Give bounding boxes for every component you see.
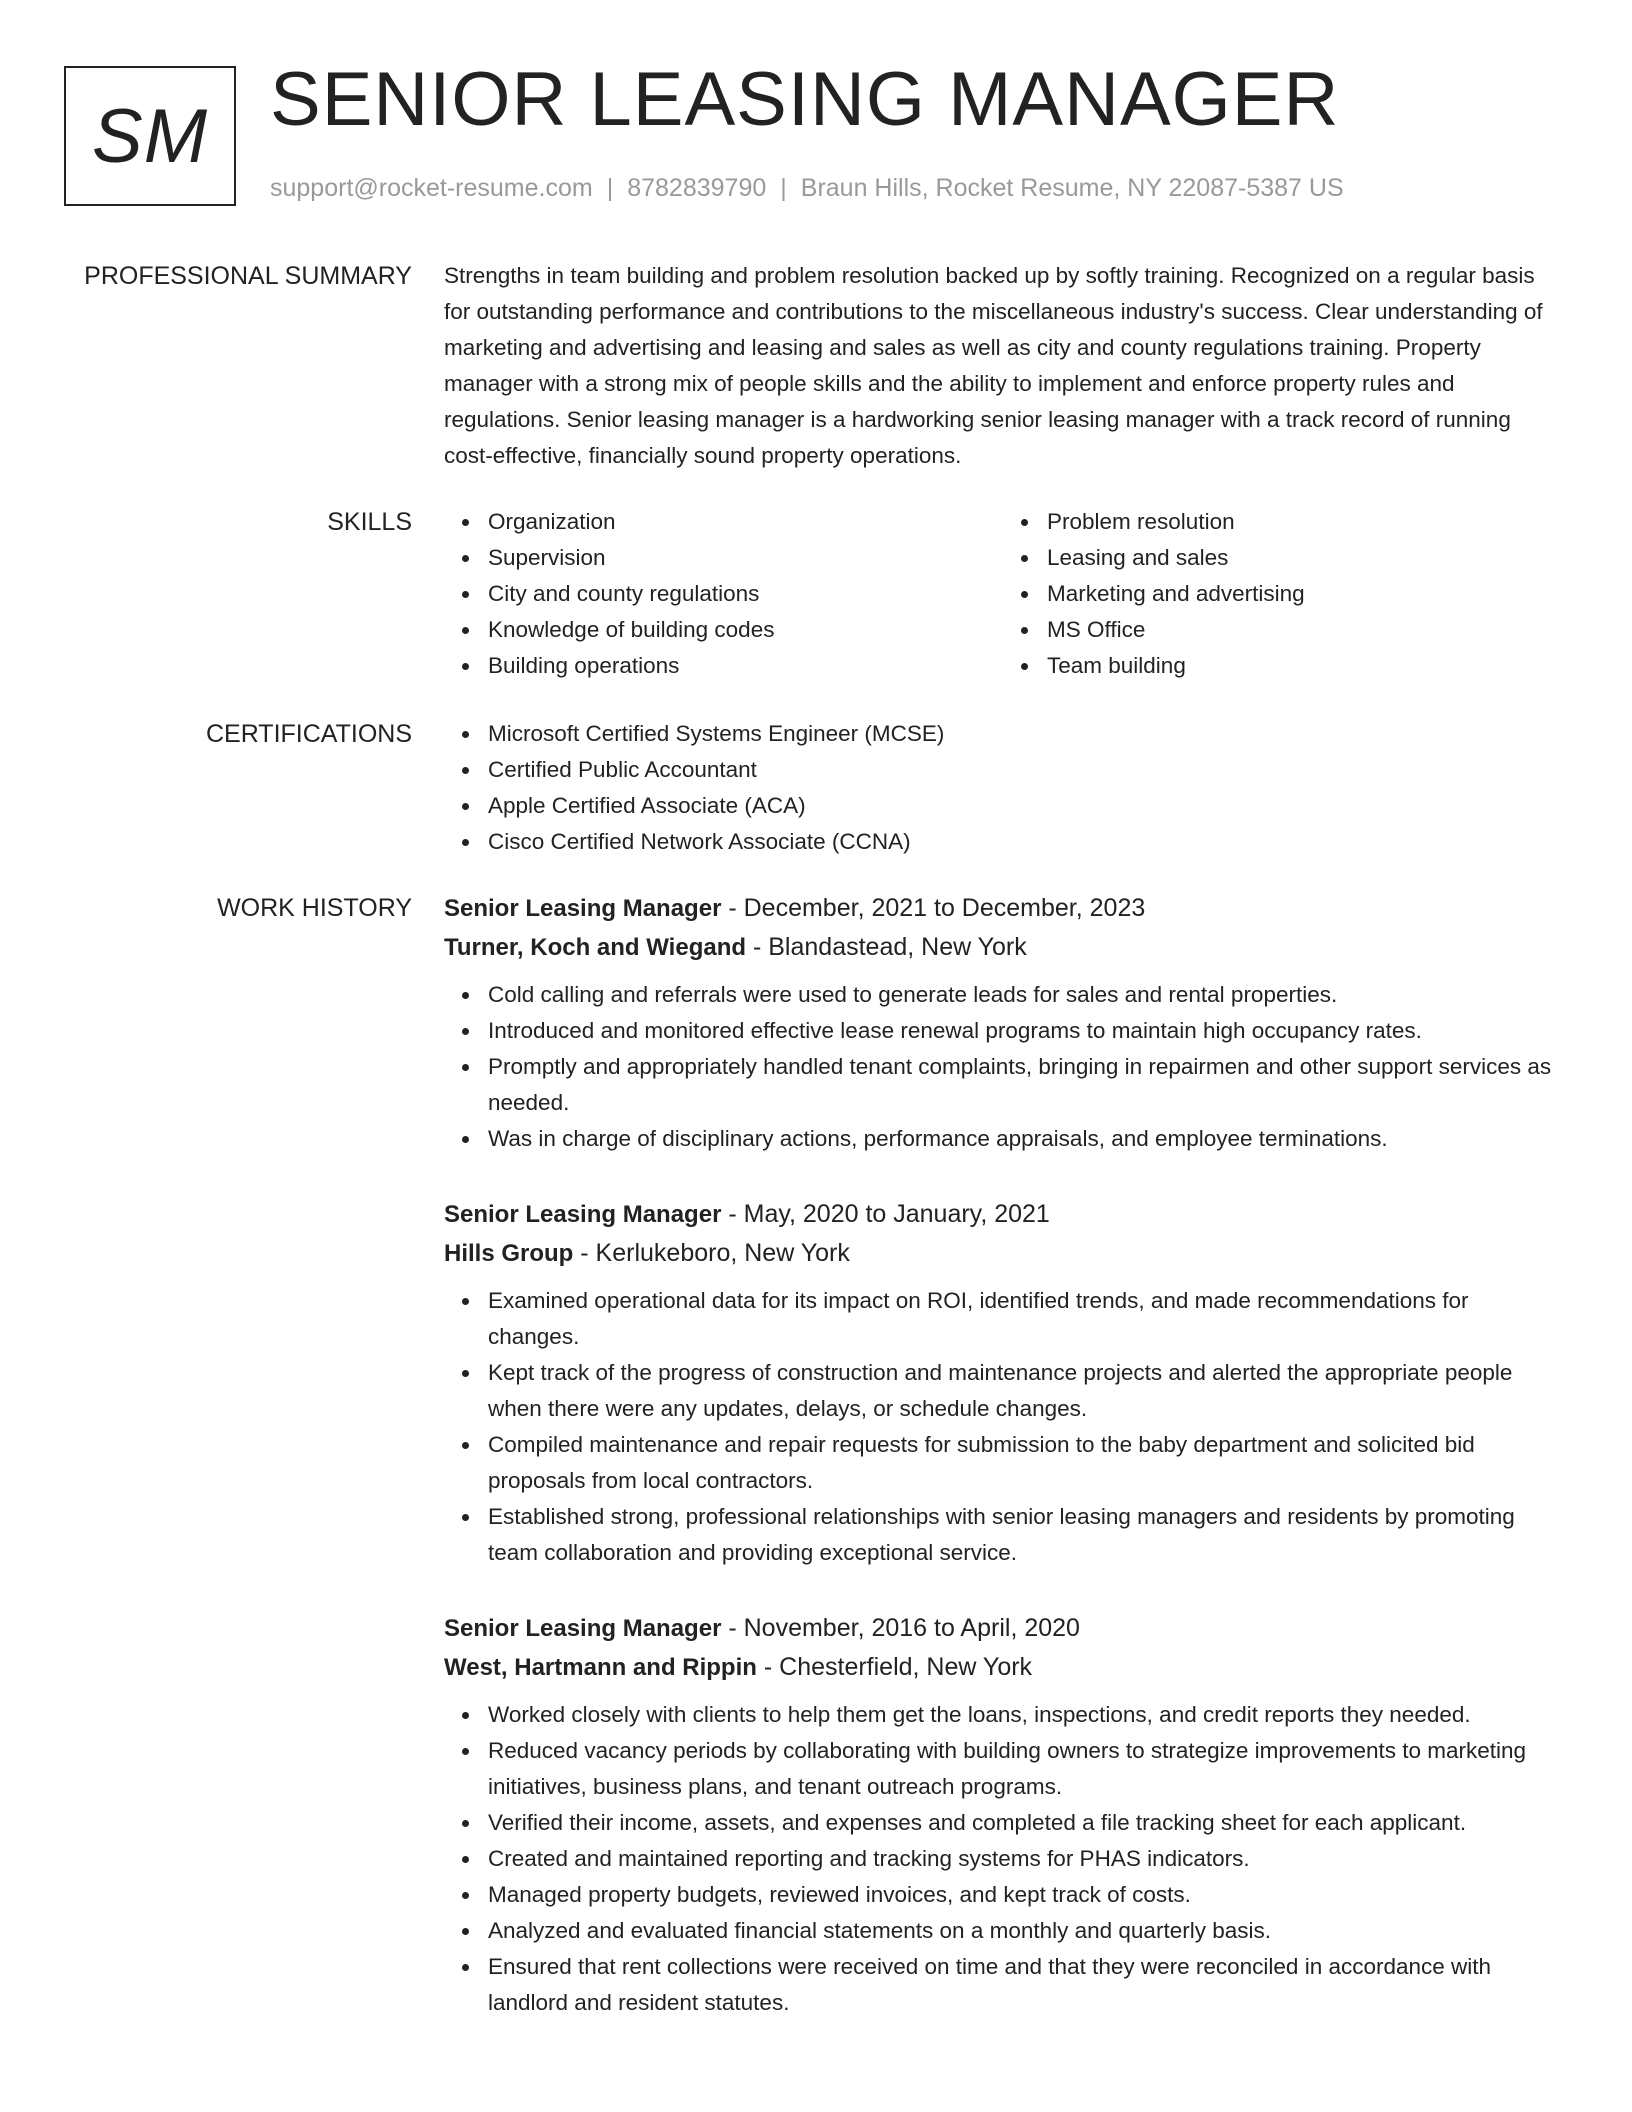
skill-item: Leasing and sales [1047, 540, 1562, 576]
job-role: Senior Leasing Manager [444, 1201, 722, 1228]
summary-text: Strengths in team building and problem resolution backed up by softly training. Recognized on a regular basis for outstanding performance and contributions to the miscellaneous industry's success. Clear understanding of marketing and advertising and leasing and sales as well as city and county regulations training. Property manager with a strong mix of people skills and the ability to implement and enforce property rules and regulations. Senior leasing manager is a hardworking senior leasing manager with a track record of running cost-effective, financially sound property operations. [444, 263, 1543, 468]
skill-item: Organization [488, 504, 1003, 540]
job-bullet: Promptly and appropriately handled tenant complaints, bringing in repairmen and other support services as needed. [488, 1049, 1562, 1121]
job-company: Hills Group [444, 1240, 574, 1267]
job-bullet: Managed property budgets, reviewed invoices, and kept track of costs. [488, 1877, 1562, 1913]
certification-item: Cisco Certified Network Associate (CCNA) [488, 824, 1562, 860]
skills-columns [444, 504, 1562, 684]
job-bullet: Verified their income, assets, and expenses and completed a file tracking sheet for each applicant. [488, 1805, 1562, 1841]
summary-title: PROFESSIONAL SUMMARY [84, 262, 412, 290]
job-bullets [444, 977, 1562, 1157]
job-bullet: Reduced vacancy periods by collaborating with building owners to strategize improvements to marketing initiatives, business plans, and tenant outreach programs. [488, 1733, 1562, 1805]
contact-address: Braun Hills, Rocket Resume, NY 22087-5387 US [800, 174, 1344, 202]
job-bullet: Introduced and monitored effective lease renewal programs to maintain high occupancy rates. [488, 1013, 1562, 1049]
skill-item: MS Office [1047, 612, 1562, 648]
job-bullet: Worked closely with clients to help them get the loans, inspections, and credit reports they needed. [488, 1697, 1562, 1733]
contact-separator: | [606, 174, 614, 202]
contact-email[interactable]: support@rocket-resume.com [270, 174, 593, 202]
job-dates: - December, 2021 to December, 2023 [721, 894, 1146, 922]
job-bullet: Ensured that rent collections were received on time and that they were reconciled in accordance with landlord and resident statutes. [488, 1949, 1562, 2021]
skill-item: City and county regulations [488, 576, 1003, 612]
job-dates: - November, 2016 to April, 2020 [721, 1614, 1080, 1642]
job-bullet: Created and maintained reporting and tracking systems for PHAS indicators. [488, 1841, 1562, 1877]
skill-item: Knowledge of building codes [488, 612, 1003, 648]
job-company: West, Hartmann and Rippin [444, 1654, 757, 1681]
job-location: - Chesterfield, New York [756, 1653, 1033, 1681]
skill-item: Marketing and advertising [1047, 576, 1562, 612]
certifications-list [444, 716, 1562, 860]
contact-phone[interactable]: 8782839790 [627, 174, 767, 202]
skill-item: Supervision [488, 540, 1003, 576]
certification-item: Certified Public Accountant [488, 752, 1562, 788]
monogram-logo: SM [64, 66, 236, 206]
job-bullet: Established strong, professional relationships with senior leasing managers and residents by promoting team collaboration and providing exceptional service. [488, 1499, 1562, 1571]
skill-item: Team building [1047, 648, 1562, 684]
skills-list-left [444, 504, 1003, 684]
job-bullet: Compiled maintenance and repair requests for submission to the baby department and solicited bid proposals from local contractors. [488, 1427, 1562, 1499]
job-role: Senior Leasing Manager [444, 895, 722, 922]
skills-list-right [1003, 504, 1562, 684]
skill-item: Building operations [488, 648, 1003, 684]
job-title-line [444, 1195, 1562, 1234]
certifications-title: CERTIFICATIONS [205, 720, 412, 748]
contact-separator: | [780, 174, 787, 202]
certification-item: Microsoft Certified Systems Engineer (MCSE) [488, 716, 1562, 752]
job-bullet: Was in charge of disciplinary actions, performance appraisals, and employee terminations. [488, 1121, 1562, 1157]
job-company-line [444, 1648, 1562, 1687]
job-location: - Blandastead, New York [746, 933, 1027, 961]
job-location: - Kerlukeboro, New York [573, 1239, 850, 1267]
job-bullet: Kept track of the progress of construction and maintenance projects and alerted the appropriate people when there were any updates, delays, or schedule changes. [488, 1355, 1562, 1427]
job-bullet: Examined operational data for its impact on ROI, identified trends, and made recommendations for changes. [488, 1283, 1562, 1355]
job-bullets [444, 1697, 1562, 2021]
job-role: Senior Leasing Manager [444, 1615, 722, 1642]
job-company: Turner, Koch and Wiegand [444, 934, 747, 961]
skills-title: SKILLS [327, 508, 412, 536]
job-company-line [444, 1234, 1562, 1273]
job-bullets [444, 1283, 1562, 1571]
work-history-title: WORK HISTORY [217, 894, 412, 922]
job-dates: - May, 2020 to January, 2021 [721, 1200, 1050, 1228]
job-title-line [444, 889, 1562, 928]
skill-item: Problem resolution [1047, 504, 1562, 540]
job-company-line [444, 928, 1562, 967]
contact-line [270, 174, 1344, 203]
certifications-body [444, 716, 1562, 860]
certification-item: Apple Certified Associate (ACA) [488, 788, 1562, 824]
job-bullet: Analyzed and evaluated financial statements on a monthly and quarterly basis. [488, 1913, 1562, 1949]
job-bullet: Cold calling and referrals were used to generate leads for sales and rental properties. [488, 977, 1562, 1013]
page-title: SENIOR LEASING MANAGER [270, 57, 1340, 142]
job-title-line [444, 1609, 1562, 1648]
